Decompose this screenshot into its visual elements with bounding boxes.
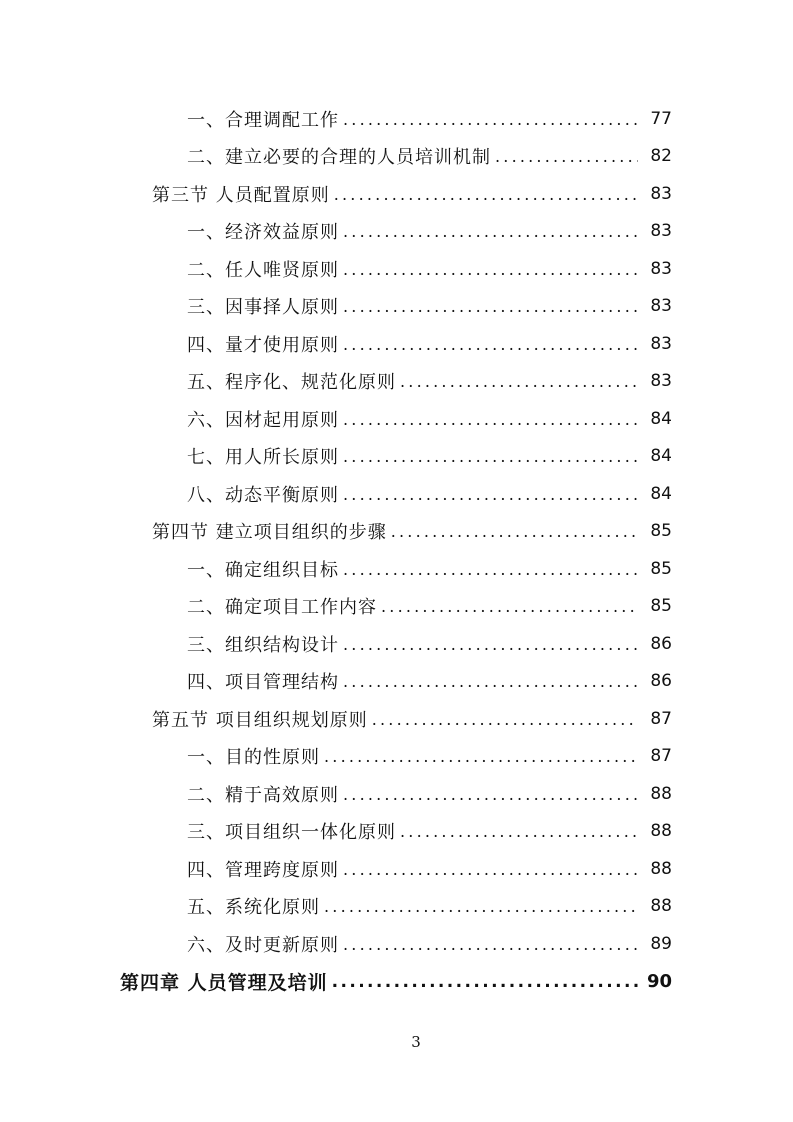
- toc-subsection-entry[interactable]: [0, 588, 793, 626]
- toc-entry-page-number: 83: [650, 221, 672, 242]
- toc-subsection-entry[interactable]: [0, 775, 793, 813]
- toc-dot-leader: [343, 862, 638, 878]
- toc-subsection-entry[interactable]: [0, 325, 793, 363]
- toc-entry-title: 五、系统化原则: [187, 897, 320, 919]
- toc-dot-leader: [343, 112, 638, 128]
- toc-subsection-entry[interactable]: [0, 250, 793, 288]
- toc-dot-leader: [343, 449, 638, 465]
- toc-entry-page-number: 88: [650, 896, 672, 917]
- toc-entry-page-number: 84: [650, 446, 672, 467]
- toc-entry-page-number: 85: [650, 596, 672, 617]
- toc-entry-title: 一、经济效益原则: [187, 222, 339, 244]
- toc-entry-page-number: 77: [650, 108, 672, 129]
- toc-entry-title: 八、动态平衡原则: [187, 484, 339, 506]
- toc-dot-leader: [400, 824, 638, 840]
- toc-entry-page-number: 83: [650, 258, 672, 279]
- toc-subsection-entry[interactable]: [0, 550, 793, 588]
- toc-subsection-entry[interactable]: [0, 850, 793, 888]
- toc-dot-leader: [343, 262, 638, 278]
- toc-entry-title: 二、精于高效原则: [187, 784, 339, 806]
- toc-entry-title: 一、确定组织目标: [187, 559, 339, 581]
- toc-entry-title: 四、项目管理结构: [187, 672, 339, 694]
- toc-entry-title: 三、因事择人原则: [187, 297, 339, 319]
- toc-entry-page-number: 83: [650, 183, 672, 204]
- toc-entry-page-number: 82: [650, 146, 672, 167]
- toc-entry-page-number: 84: [650, 483, 672, 504]
- page-number: 3: [411, 1033, 421, 1051]
- toc-entry-title: 第四节 建立项目组织的步骤: [152, 522, 387, 544]
- toc-dot-leader: [343, 937, 638, 953]
- toc-entry-title: 一、合理调配工作: [187, 109, 339, 131]
- toc-subsection-entry[interactable]: [0, 400, 793, 438]
- toc-dot-leader: [495, 149, 638, 165]
- toc-section-entry[interactable]: [0, 700, 793, 738]
- toc-subsection-entry[interactable]: [0, 663, 793, 701]
- toc-subsection-entry[interactable]: [0, 925, 793, 963]
- toc-entry-page-number: 87: [650, 746, 672, 767]
- toc-entry-title: 四、管理跨度原则: [187, 859, 339, 881]
- toc-subsection-entry[interactable]: [0, 738, 793, 776]
- toc-entry-title: 四、量才使用原则: [187, 334, 339, 356]
- toc-subsection-entry[interactable]: [0, 475, 793, 513]
- toc-entry-title: 五、程序化、规范化原则: [187, 372, 396, 394]
- toc-dot-leader: [324, 749, 638, 765]
- toc-entry-page-number: 83: [650, 333, 672, 354]
- toc-entry-title: 七、用人所长原则: [187, 447, 339, 469]
- toc-entry-title: 第五节 项目组织规划原则: [152, 709, 368, 731]
- toc-subsection-entry[interactable]: [0, 213, 793, 251]
- toc-entry-page-number: 83: [650, 371, 672, 392]
- toc-entry-title: 二、确定项目工作内容: [187, 597, 377, 619]
- toc-entry-page-number: 83: [650, 296, 672, 317]
- toc-dot-leader: [343, 299, 638, 315]
- toc-subsection-entry[interactable]: [0, 888, 793, 926]
- toc-dot-leader: [334, 187, 638, 203]
- toc-entry-page-number: 84: [650, 408, 672, 429]
- toc-section-entry[interactable]: [0, 175, 793, 213]
- table-of-contents: [0, 100, 793, 1000]
- toc-entry-title: 三、组织结构设计: [187, 634, 339, 656]
- toc-entry-page-number: 86: [650, 633, 672, 654]
- toc-subsection-entry[interactable]: [0, 625, 793, 663]
- toc-subsection-entry[interactable]: [0, 438, 793, 476]
- toc-dot-leader: [332, 974, 638, 991]
- toc-entry-page-number: 88: [650, 783, 672, 804]
- toc-entry-page-number: 90: [646, 970, 672, 992]
- toc-section-entry[interactable]: [0, 513, 793, 551]
- toc-subsection-entry[interactable]: [0, 813, 793, 851]
- toc-dot-leader: [343, 337, 638, 353]
- toc-entry-title: 一、目的性原则: [187, 747, 320, 769]
- toc-entry-page-number: 87: [650, 708, 672, 729]
- toc-dot-leader: [391, 524, 638, 540]
- toc-entry-page-number: 85: [650, 558, 672, 579]
- toc-entry-page-number: 88: [650, 858, 672, 879]
- toc-dot-leader: [343, 487, 638, 503]
- toc-dot-leader: [400, 374, 638, 390]
- toc-dot-leader: [343, 562, 638, 578]
- toc-subsection-entry[interactable]: [0, 288, 793, 326]
- toc-dot-leader: [343, 412, 638, 428]
- toc-entry-title: 第四章 人员管理及培训: [120, 971, 328, 994]
- toc-entry-title: 六、及时更新原则: [187, 934, 339, 956]
- toc-entry-page-number: 88: [650, 821, 672, 842]
- toc-chapter-entry[interactable]: [0, 963, 793, 1001]
- toc-dot-leader: [343, 224, 638, 240]
- toc-dot-leader: [343, 787, 638, 803]
- toc-dot-leader: [324, 899, 638, 915]
- toc-entry-page-number: 89: [650, 933, 672, 954]
- toc-dot-leader: [381, 599, 638, 615]
- toc-entry-title: 二、任人唯贤原则: [187, 259, 339, 281]
- toc-entry-title: 第三节 人员配置原则: [152, 184, 330, 206]
- toc-subsection-entry[interactable]: [0, 138, 793, 176]
- toc-dot-leader: [343, 637, 638, 653]
- toc-entry-title: 三、项目组织一体化原则: [187, 822, 396, 844]
- toc-entry-title: 六、因材起用原则: [187, 409, 339, 431]
- toc-dot-leader: [343, 674, 638, 690]
- toc-entry-page-number: 85: [650, 521, 672, 542]
- toc-dot-leader: [372, 712, 638, 728]
- toc-entry-title: 二、建立必要的合理的人员培训机制: [187, 147, 491, 169]
- toc-entry-page-number: 86: [650, 671, 672, 692]
- toc-subsection-entry[interactable]: [0, 100, 793, 138]
- toc-subsection-entry[interactable]: [0, 363, 793, 401]
